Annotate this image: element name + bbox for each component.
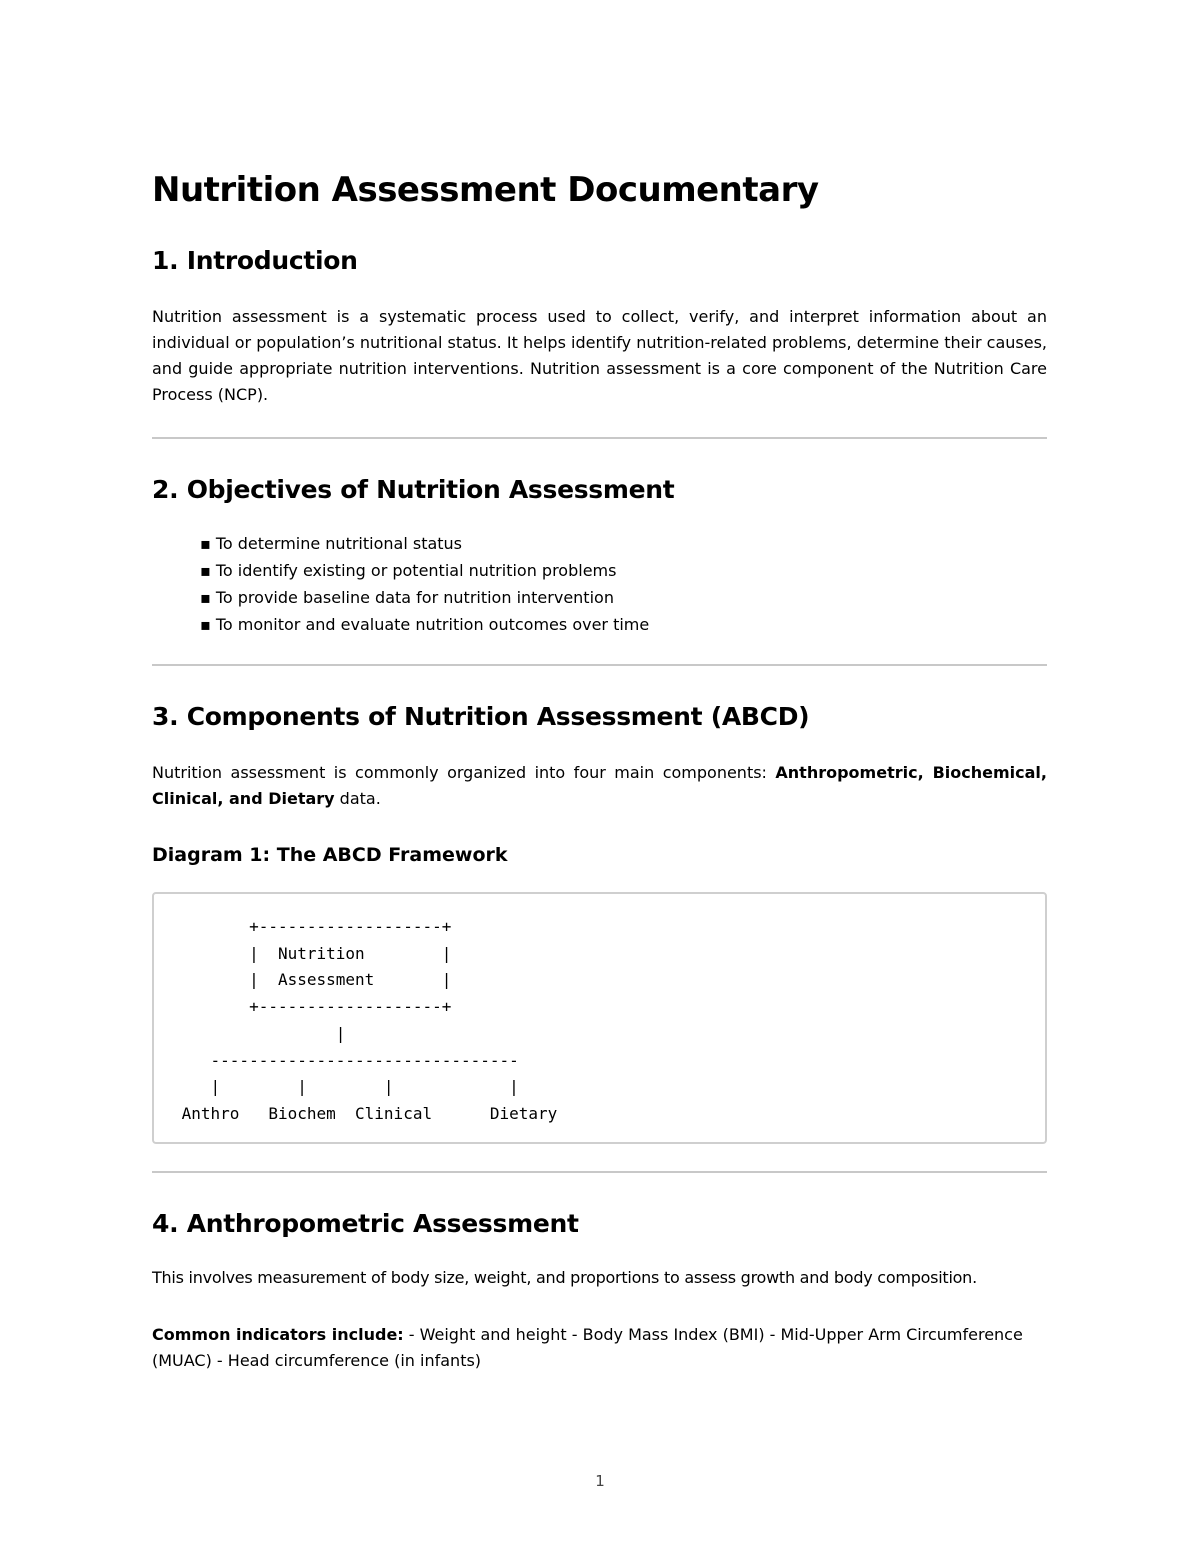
list-item-text: To monitor and evaluate nutrition outcomes over time — [215, 615, 650, 634]
document-title: Nutrition Assessment Documentary — [152, 170, 819, 210]
list-item-text: To determine nutritional status — [215, 534, 463, 553]
anthropometric-paragraph: This involves measurement of body size, weight, and proportions to assess growth and body composition. — [152, 1268, 977, 1287]
list-item-text: To identify existing or potential nutrition problems — [215, 561, 617, 580]
diagram-line: -------------------------------- — [172, 1050, 519, 1070]
indicators-label: Common indicators include: — [152, 1325, 404, 1344]
diagram-line: | Assessment | — [172, 970, 452, 990]
indicators-text: - Weight and height - Body Mass Index (BMI) - Mid-Upper Arm Circumference (MUAC) - Head circumference (in infants) — [152, 1325, 1023, 1370]
list-item — [200, 584, 649, 611]
introduction-paragraph: Nutrition assessment is a systematic process used to collect, verify, and interpret information about an individual or population’s nutritional status. It helps identify nutrition-related problems, determine their causes, and guide appropriate nutrition interventions. Nutrition assessment is a core component of the Nutrition Care Process (NCP). — [152, 307, 1047, 404]
bullet-marker: ▪ — [200, 615, 211, 634]
indicators-paragraph — [152, 1322, 1047, 1374]
list-item — [200, 557, 649, 584]
diagram-line: +-------------------+ — [172, 917, 452, 936]
components-intro-suffix: data. — [334, 789, 381, 808]
section-heading-anthropometric: 4. Anthropometric Assessment — [152, 1209, 579, 1238]
section-divider — [152, 664, 1047, 666]
list-item — [200, 530, 649, 557]
section-heading-introduction: 1. Introduction — [152, 246, 358, 275]
diagram-line: | | | | — [172, 1077, 519, 1097]
diagram-title: Diagram 1: The ABCD Framework — [152, 844, 508, 866]
abcd-ascii-diagram — [172, 914, 557, 1128]
section-heading-objectives: 2. Objectives of Nutrition Assessment — [152, 475, 675, 504]
diagram-line: Anthro Biochem Clinical Dietary — [172, 1103, 558, 1123]
list-item-text: To provide baseline data for nutrition intervention — [215, 588, 614, 607]
components-intro-prefix: Nutrition assessment is commonly organized into four main components: — [152, 763, 776, 782]
components-intro-bold: Anthropometric, Biochemical, Clinical, and Dietary — [152, 763, 1047, 808]
bullet-marker: ▪ — [200, 588, 211, 607]
diagram-line: | — [172, 1023, 346, 1043]
page-number: 1 — [595, 1472, 605, 1490]
objectives-list — [200, 530, 649, 638]
diagram-line: | Nutrition | — [172, 943, 452, 963]
section-heading-components: 3. Components of Nutrition Assessment (ABCD) — [152, 702, 810, 731]
list-item — [200, 611, 649, 638]
diagram-line: +-------------------+ — [172, 997, 452, 1017]
section-divider — [152, 437, 1047, 439]
components-intro-paragraph — [152, 760, 1047, 812]
bullet-marker: ▪ — [200, 534, 211, 553]
section-divider — [152, 1171, 1047, 1173]
bullet-marker: ▪ — [200, 561, 211, 580]
diagram-code-block — [152, 892, 1047, 1144]
